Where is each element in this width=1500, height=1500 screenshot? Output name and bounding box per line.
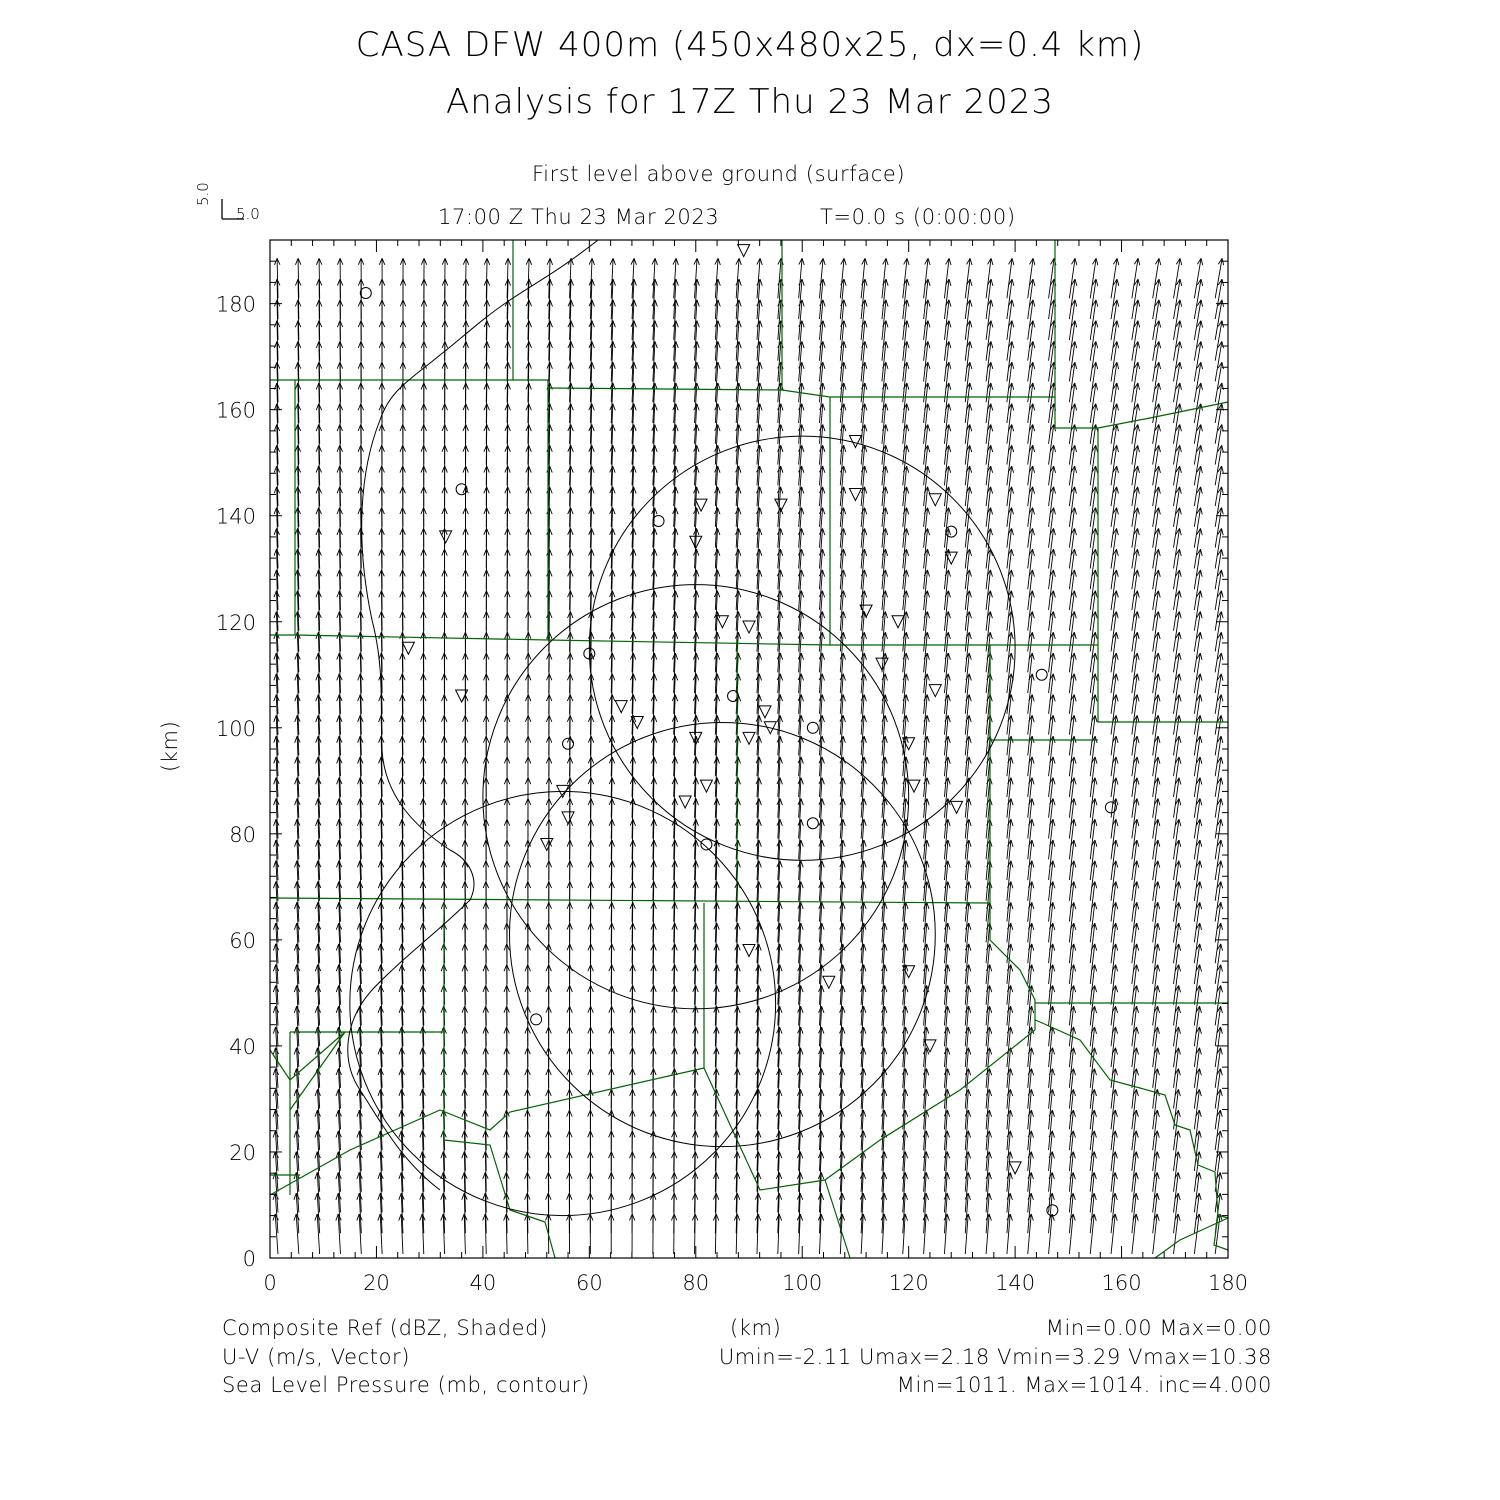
wind-vector bbox=[715, 279, 720, 319]
wind-vector bbox=[881, 1048, 886, 1088]
title-line-1: CASA DFW 400m (450x480x25, dx=0.4 km) bbox=[355, 25, 1145, 65]
wind-vector bbox=[337, 258, 342, 298]
triangle-marker-icon bbox=[892, 616, 904, 628]
wind-vector bbox=[734, 1214, 739, 1254]
wind-vector bbox=[736, 279, 741, 319]
circle-marker-icon bbox=[1036, 669, 1047, 680]
legend-pressure-label: Sea Level Pressure (mb, contour) bbox=[222, 1373, 590, 1397]
wind-vector bbox=[840, 861, 845, 901]
circle-marker-icon bbox=[946, 526, 957, 537]
triangle-marker-icon bbox=[440, 531, 452, 543]
wind-vector bbox=[840, 757, 845, 797]
wind-vector bbox=[840, 715, 845, 755]
x-tick-label: 40 bbox=[469, 1271, 497, 1295]
y-axis-unit-label: (km) bbox=[158, 720, 182, 772]
circle-marker-icon bbox=[653, 516, 664, 527]
wind-vector bbox=[694, 279, 699, 319]
wind-vector bbox=[357, 1214, 362, 1254]
wind-vector bbox=[798, 674, 803, 714]
level-label: First level above ground (surface) bbox=[532, 162, 906, 186]
wind-vector bbox=[777, 612, 782, 652]
wind-vector bbox=[798, 632, 803, 672]
wind-vector bbox=[736, 258, 741, 298]
legend-reflectivity-label: Composite Ref (dBZ, Shaded) bbox=[222, 1316, 548, 1340]
y-axis-tick-labels bbox=[216, 293, 256, 1271]
wind-vector bbox=[944, 1172, 949, 1212]
wind-vector bbox=[400, 258, 405, 298]
x-tick-label: 140 bbox=[995, 1271, 1036, 1295]
wind-vector bbox=[840, 840, 845, 880]
wind-vector bbox=[840, 819, 845, 859]
x-tick-label: 100 bbox=[782, 1271, 823, 1295]
legend-reflectivity-range: Min=0.00 Max=0.00 bbox=[1045, 1316, 1272, 1340]
wind-vector bbox=[715, 258, 720, 298]
wind-vector bbox=[316, 258, 321, 298]
wind-vector bbox=[777, 591, 782, 631]
wind-vector bbox=[881, 985, 886, 1025]
wind-vector bbox=[923, 1089, 928, 1129]
triangle-marker-icon bbox=[562, 812, 574, 824]
wind-vector bbox=[777, 466, 782, 506]
wind-vector bbox=[902, 985, 907, 1025]
wind-vector bbox=[421, 258, 426, 298]
wind-vector bbox=[819, 258, 825, 298]
x-tick-label: 20 bbox=[363, 1271, 390, 1295]
wind-vector bbox=[819, 715, 824, 755]
y-tick-label: 100 bbox=[215, 716, 256, 741]
wind-vector bbox=[840, 778, 845, 818]
triangle-marker-icon bbox=[1009, 1162, 1021, 1174]
wind-vector bbox=[840, 736, 845, 776]
wind-vector bbox=[923, 1214, 928, 1254]
y-tick-label: 180 bbox=[215, 292, 256, 317]
wind-vector bbox=[840, 902, 845, 942]
wind-vector bbox=[757, 445, 762, 485]
triangle-marker-icon bbox=[402, 642, 414, 654]
wind-vector bbox=[861, 944, 866, 984]
wind-vector bbox=[1153, 1214, 1159, 1254]
wind-vector bbox=[315, 1214, 320, 1254]
wind-vector bbox=[819, 653, 824, 693]
radar-ring bbox=[350, 791, 776, 1215]
wind-vector bbox=[715, 321, 720, 361]
wind-vector bbox=[819, 757, 824, 797]
wind-vector bbox=[861, 923, 866, 963]
wind-vector bbox=[736, 321, 741, 361]
wind-vector bbox=[399, 1214, 404, 1254]
triangle-marker-icon bbox=[738, 245, 750, 257]
wind-vector bbox=[861, 819, 866, 859]
triangle-marker-icon bbox=[743, 944, 755, 956]
wind-vector bbox=[756, 528, 761, 568]
wind-vector bbox=[923, 1110, 928, 1150]
y-tick-label: 140 bbox=[215, 504, 256, 529]
y-tick-label: 20 bbox=[229, 1140, 256, 1165]
wind-vector bbox=[923, 1193, 928, 1233]
wind-vector bbox=[881, 1027, 886, 1067]
wind-vector bbox=[757, 466, 762, 506]
wind-vector bbox=[736, 466, 741, 506]
wind-vector bbox=[777, 508, 782, 548]
wind-vector bbox=[736, 300, 741, 340]
triangle-marker-icon bbox=[759, 706, 771, 718]
wind-vector bbox=[736, 425, 741, 465]
wind-vector bbox=[442, 258, 447, 298]
wind-vector bbox=[694, 258, 699, 298]
wind-vector bbox=[819, 778, 824, 818]
wind-vector-field bbox=[273, 258, 1224, 1254]
wind-vector bbox=[483, 1214, 488, 1254]
circle-marker-icon bbox=[807, 722, 818, 733]
triangle-marker-icon bbox=[615, 701, 627, 713]
wind-vector bbox=[799, 258, 805, 298]
triangle-marker-icon bbox=[929, 685, 941, 697]
wind-vector bbox=[861, 840, 866, 880]
wind-vector bbox=[819, 736, 824, 776]
triangle-marker-icon bbox=[716, 616, 728, 628]
x-tick-label: 60 bbox=[575, 1271, 603, 1295]
wind-vector bbox=[736, 445, 741, 485]
wind-vector bbox=[881, 1214, 886, 1254]
wind-vector bbox=[819, 798, 824, 838]
wind-vector bbox=[379, 258, 384, 298]
wind-vector bbox=[420, 1214, 425, 1254]
wind-vector bbox=[504, 1214, 509, 1254]
wind-vector bbox=[756, 549, 761, 589]
vector-key-icon bbox=[222, 199, 244, 219]
wind-vector bbox=[756, 487, 761, 527]
wind-vector bbox=[860, 1214, 865, 1254]
y-tick-label: 80 bbox=[229, 822, 256, 847]
wind-vector bbox=[757, 404, 762, 444]
wind-vector bbox=[902, 1131, 907, 1171]
wind-vector bbox=[755, 1214, 760, 1254]
title-line-2: Analysis for 17Z Thu 23 Mar 2023 bbox=[445, 82, 1055, 122]
triangle-marker-icon bbox=[823, 976, 835, 988]
y-tick-label: 0 bbox=[242, 1247, 256, 1271]
x-tick-label: 120 bbox=[888, 1271, 929, 1295]
vector-key-v-label: 5.0 bbox=[194, 182, 212, 206]
wind-vector bbox=[1194, 1214, 1201, 1254]
wind-vector bbox=[819, 632, 824, 672]
wind-vector bbox=[715, 300, 720, 340]
forecast-time: T=0.0 s (0:00:00) bbox=[820, 205, 1016, 229]
wind-vector bbox=[882, 923, 887, 963]
wind-vector bbox=[902, 1214, 907, 1254]
triangle-marker-icon bbox=[929, 494, 941, 506]
wind-vector bbox=[819, 695, 824, 735]
legend-wind-range: Umin=-2.11 Umax=2.18 Vmin=3.29 Vmax=10.38 bbox=[718, 1345, 1272, 1369]
radar-ring bbox=[510, 722, 936, 1146]
wind-vector bbox=[798, 715, 803, 755]
wind-vector bbox=[923, 1069, 928, 1109]
wind-vector bbox=[923, 1152, 928, 1192]
wind-vector bbox=[777, 549, 782, 589]
wind-vector bbox=[798, 570, 803, 610]
wind-vector bbox=[757, 362, 762, 402]
wind-vector bbox=[462, 1214, 467, 1254]
y-tick-label: 120 bbox=[215, 610, 256, 635]
wind-vector bbox=[776, 1214, 781, 1254]
wind-vector bbox=[378, 1214, 383, 1254]
triangle-marker-icon bbox=[679, 796, 691, 808]
wind-vector bbox=[715, 341, 720, 381]
wind-vector bbox=[902, 1172, 907, 1212]
wind-vector bbox=[757, 425, 762, 465]
wind-vector bbox=[798, 653, 803, 693]
wind-vector bbox=[756, 508, 761, 548]
pressure-contours bbox=[348, 240, 598, 1190]
legend-wind-label: U-V (m/s, Vector) bbox=[222, 1345, 411, 1369]
wind-vector bbox=[944, 1193, 949, 1233]
wind-vector bbox=[819, 674, 824, 714]
x-tick-label: 180 bbox=[1207, 1271, 1249, 1295]
wind-vector bbox=[736, 362, 741, 402]
radar-range-rings bbox=[350, 436, 1015, 1215]
wind-vector bbox=[840, 798, 845, 838]
wind-vector bbox=[818, 1214, 823, 1254]
wind-vector bbox=[923, 1131, 928, 1171]
legend-pressure-range: Min=1011. Max=1014. inc=4.000 bbox=[896, 1373, 1272, 1397]
wind-vector bbox=[1174, 1214, 1181, 1254]
wind-vector bbox=[861, 965, 866, 1005]
wind-vector bbox=[798, 695, 803, 735]
wind-vector bbox=[902, 1069, 907, 1109]
wind-vector bbox=[882, 965, 887, 1005]
wind-vector bbox=[944, 1214, 949, 1254]
x-tick-label: 80 bbox=[682, 1271, 710, 1295]
wind-vector bbox=[798, 612, 803, 652]
wind-vector bbox=[757, 258, 762, 298]
wind-vector bbox=[902, 1048, 907, 1088]
wind-vector bbox=[819, 819, 824, 859]
wind-vector bbox=[882, 902, 887, 942]
wind-vector bbox=[923, 1172, 928, 1212]
circle-marker-icon bbox=[807, 818, 818, 829]
wind-vector bbox=[273, 1214, 278, 1254]
wind-vector bbox=[1132, 1214, 1138, 1254]
x-tick-label: 160 bbox=[1101, 1271, 1142, 1295]
wind-vector bbox=[757, 383, 762, 423]
wind-vector bbox=[336, 1214, 341, 1254]
circle-marker-icon bbox=[531, 1014, 542, 1025]
wind-vector bbox=[902, 1152, 907, 1192]
x-tick-label: 0 bbox=[263, 1271, 277, 1295]
wind-vector bbox=[358, 258, 363, 298]
x-axis-tick-labels bbox=[263, 1271, 1248, 1295]
wind-vector bbox=[861, 902, 866, 942]
wind-vector bbox=[777, 528, 782, 568]
vector-key-u-label: 5.0 bbox=[236, 205, 260, 223]
circle-marker-icon bbox=[701, 839, 712, 850]
y-tick-label: 60 bbox=[229, 928, 256, 953]
valid-time: 17:00 Z Thu 23 Mar 2023 bbox=[438, 205, 720, 229]
triangle-marker-icon bbox=[951, 801, 963, 813]
wind-vector bbox=[441, 1214, 446, 1254]
triangle-marker-icon bbox=[743, 621, 755, 633]
x-axis-unit-label: (km) bbox=[730, 1316, 782, 1340]
wind-vector bbox=[715, 362, 720, 402]
wind-vector bbox=[777, 570, 782, 610]
triangle-marker-icon bbox=[700, 780, 712, 792]
y-tick-label: 40 bbox=[229, 1034, 256, 1059]
wind-vector bbox=[861, 861, 866, 901]
wind-vector bbox=[736, 404, 741, 444]
wind-vector bbox=[463, 258, 468, 298]
wind-vector bbox=[294, 1214, 299, 1254]
wind-vector bbox=[736, 341, 741, 381]
wind-vector bbox=[882, 944, 887, 984]
circle-marker-icon bbox=[360, 288, 371, 299]
y-tick-label: 160 bbox=[215, 398, 256, 423]
wind-vector bbox=[861, 985, 866, 1025]
triangle-marker-icon bbox=[908, 780, 920, 792]
triangle-marker-icon bbox=[849, 489, 861, 501]
wind-vector bbox=[777, 632, 782, 672]
wind-vector bbox=[1111, 1214, 1117, 1254]
wind-vector bbox=[798, 549, 803, 589]
wind-vector bbox=[736, 383, 741, 423]
triangle-marker-icon bbox=[743, 732, 755, 744]
wind-vector bbox=[902, 1110, 907, 1150]
wind-vector bbox=[881, 1006, 886, 1046]
